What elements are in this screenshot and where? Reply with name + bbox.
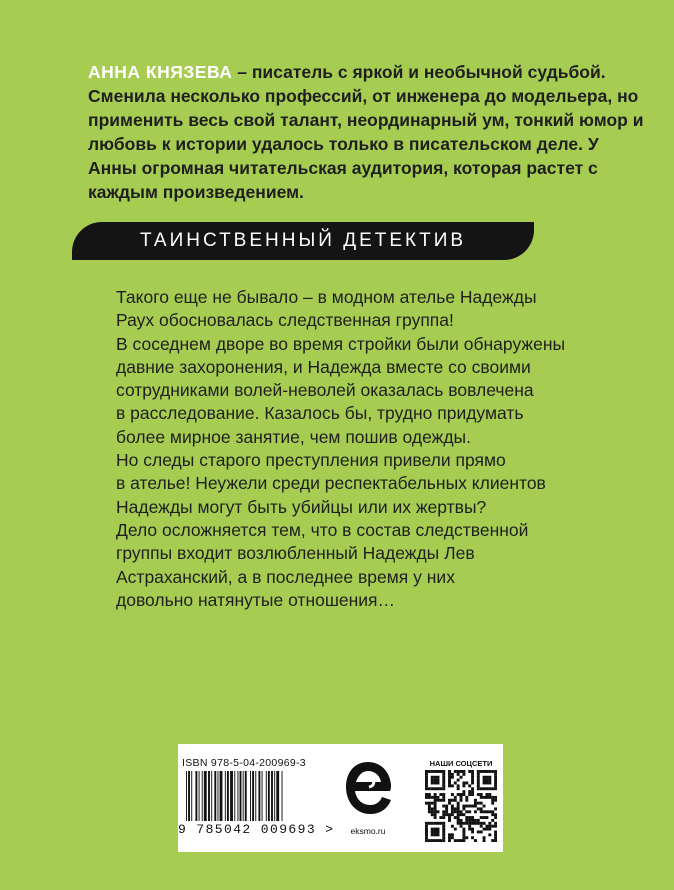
blurb-line: группы входит возлюбленный Надежды Лев bbox=[116, 543, 475, 564]
social-label: НАШИ СОЦСЕТИ bbox=[429, 759, 493, 768]
blurb-line: в ателье! Неужели среди респектабельных клиентов bbox=[116, 473, 546, 494]
blurb-line: в расследование. Казалось бы, трудно придумать bbox=[116, 403, 524, 424]
blurb-line: давние захоронения, и Надежда вместе со своими bbox=[116, 356, 531, 377]
publisher-url: eksmo.ru bbox=[350, 826, 386, 836]
qr-code-icon bbox=[425, 770, 497, 842]
genre-label: ТАИНСТВЕННЫЙ ДЕТЕКТИВ bbox=[139, 230, 467, 251]
blurb-line: более мирное занятие, чем пошив одежды. bbox=[116, 426, 471, 447]
isbn-number: ISBN 978-5-04-200969-3 bbox=[182, 757, 306, 769]
blurb-line: сотрудниками волей-неволей оказалась вовлечена bbox=[116, 380, 534, 401]
barcode-digits: 9 785042 009693 > bbox=[178, 822, 335, 837]
blurb-line: довольно натянутые отношения… bbox=[116, 589, 396, 610]
genre-banner bbox=[72, 222, 534, 260]
blurb-line: Такого еще не бывало – в модном ателье Надежды bbox=[116, 287, 537, 307]
blurb-line: Дело осложняется тем, что в состав следственной bbox=[116, 519, 529, 540]
blurb-line: В соседнем дворе во время стройки были обнаружены bbox=[116, 333, 566, 354]
author-bio-text: – писатель с яркой и необычной судьбой. Сменила несколько профессий, от инженера до модельера, но применить весь свой талант, неординарный ум, тонкий юмор и любовь к истории удалось только в писательском деле. У Анны огромная читательская аудитория, которая растет с каждым произведением. bbox=[88, 62, 644, 202]
author-bio bbox=[88, 60, 648, 204]
blurb-line: Раух обосновалась следственная группа! bbox=[116, 310, 454, 331]
eksmo-logo-icon bbox=[341, 758, 395, 820]
book-blurb bbox=[116, 286, 636, 612]
blurb-line: Астраханский, а в последнее время у них bbox=[116, 566, 455, 587]
isbn-info-box bbox=[178, 744, 503, 852]
blurb-line: Но следы старого преступления привели прямо bbox=[116, 450, 506, 471]
author-name: АННА КНЯЗЕВА bbox=[88, 62, 233, 82]
blurb-line: Надежды могут быть убийцы или их жертвы? bbox=[116, 496, 487, 517]
barcode-icon bbox=[180, 771, 328, 823]
